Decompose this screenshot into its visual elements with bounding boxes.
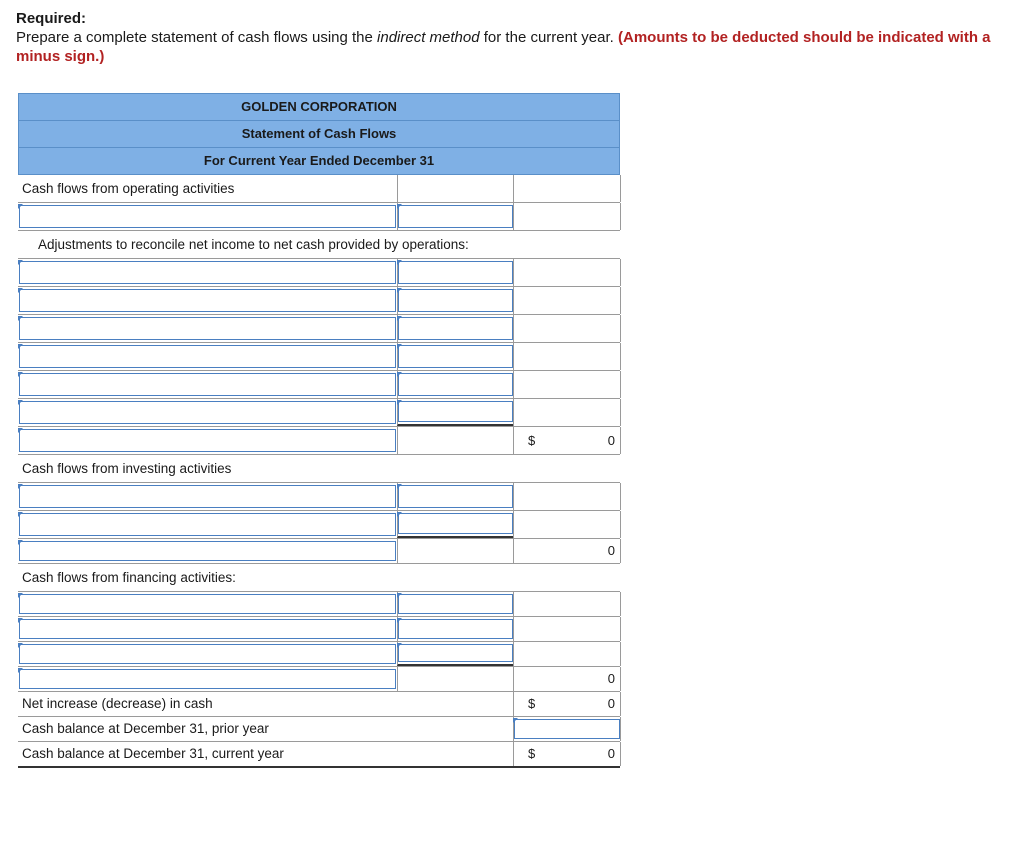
instructions-title: Required:: [16, 10, 87, 27]
statement-period-text: For Current Year Ended December 31: [203, 153, 435, 168]
cell: [513, 539, 621, 563]
adjustment-amount-input[interactable]: [398, 317, 513, 340]
financing-desc-input[interactable]: [19, 644, 396, 664]
cell: [397, 315, 513, 342]
investing-row: [18, 511, 620, 539]
operating-total-desc-input[interactable]: [19, 429, 396, 452]
currency-symbol: $: [528, 746, 536, 761]
current-balance-row: [18, 742, 620, 768]
cell: [513, 259, 621, 286]
financing-row: [18, 592, 620, 617]
current-balance-label: Cash balance at December 31, current year: [22, 746, 284, 761]
operating-total-row: [18, 427, 620, 455]
cell: [513, 717, 621, 741]
cell: [397, 175, 513, 202]
adjustment-row: [18, 343, 620, 371]
cell: [513, 592, 621, 616]
net-change-label: Net increase (decrease) in cash: [22, 696, 213, 711]
cell: [513, 315, 621, 342]
instructions-emphasis: indirect method: [377, 29, 480, 46]
cell: [513, 427, 621, 454]
cell: [397, 592, 513, 616]
prior-balance-input[interactable]: [514, 719, 620, 739]
operating-amount-input[interactable]: [398, 205, 513, 228]
cell: [397, 617, 513, 641]
investing-label: Cash flows from investing activities: [22, 461, 232, 476]
cell: [513, 287, 621, 314]
adjustment-row: [18, 259, 620, 287]
adjustment-row: [18, 315, 620, 343]
cell: [397, 483, 513, 510]
cell: [397, 511, 513, 538]
cell: [513, 175, 621, 202]
financing-label: Cash flows from financing activities:: [22, 570, 236, 585]
operating-total-value: 0: [607, 433, 615, 448]
adjustments-label: Adjustments to reconcile net income to net cash provided by operations:: [38, 237, 469, 252]
cell: [397, 427, 513, 454]
investing-total-desc-input[interactable]: [19, 541, 396, 561]
adjustment-row: [18, 399, 620, 427]
instructions-warning: (Amounts to be deducted should be indicated with a minus sign.): [16, 29, 991, 65]
prior-balance-row: [18, 717, 620, 742]
cell: [513, 667, 621, 691]
investing-amount-input[interactable]: [398, 485, 513, 508]
financing-desc-input[interactable]: [19, 594, 396, 614]
investing-total-row: [18, 539, 620, 564]
adjustment-amount-input[interactable]: [398, 401, 513, 422]
statement-period: [18, 147, 620, 175]
current-balance-value: 0: [607, 746, 615, 761]
instructions-text-part: Prepare a complete statement of cash flows using the: [16, 29, 378, 46]
investing-header-row: [18, 455, 620, 483]
adjustment-row: [18, 287, 620, 315]
instructions-text-part-2: for the current year.: [479, 29, 618, 46]
statement-name: [18, 120, 620, 147]
financing-total-desc-input[interactable]: [19, 669, 396, 689]
company-name: [18, 93, 620, 120]
adjustment-desc-input[interactable]: [19, 261, 396, 284]
cell: [513, 203, 621, 230]
net-income-row: [18, 203, 620, 231]
cell: [397, 343, 513, 370]
cell: [397, 287, 513, 314]
investing-desc-input[interactable]: [19, 513, 396, 536]
adjustment-amount-input[interactable]: [398, 261, 513, 284]
cell: [397, 371, 513, 398]
company-name-text: GOLDEN CORPORATION: [241, 99, 397, 114]
instructions: [16, 9, 1006, 66]
financing-row: [18, 642, 620, 667]
financing-amount-input[interactable]: [398, 619, 513, 639]
adjustment-desc-input[interactable]: [19, 289, 396, 312]
investing-desc-input[interactable]: [19, 485, 396, 508]
adjustment-desc-input[interactable]: [19, 373, 396, 396]
cell: [397, 667, 513, 691]
adjustment-row: [18, 371, 620, 399]
financing-desc-input[interactable]: [19, 619, 396, 639]
operating-desc-input[interactable]: [19, 205, 396, 228]
financing-total-row: [18, 667, 620, 692]
instructions-text: [16, 28, 1006, 66]
net-change-row: [18, 692, 620, 717]
operating-label: Cash flows from operating activities: [22, 181, 235, 196]
investing-total-value: 0: [607, 543, 615, 558]
cell: [513, 343, 621, 370]
cell: [513, 511, 621, 538]
investing-row: [18, 483, 620, 511]
prior-balance-label: Cash balance at December 31, prior year: [22, 721, 269, 736]
cash-flow-statement: [18, 93, 620, 768]
financing-amount-input[interactable]: [398, 594, 513, 614]
cell: [397, 642, 513, 666]
cell: [397, 259, 513, 286]
currency-symbol: $: [528, 433, 536, 448]
financing-total-value: 0: [607, 671, 615, 686]
adjustment-amount-input[interactable]: [398, 373, 513, 396]
adjustment-amount-input[interactable]: [398, 345, 513, 368]
financing-row: [18, 617, 620, 642]
cell: [513, 617, 621, 641]
adjustment-amount-input[interactable]: [398, 289, 513, 312]
adjustment-desc-input[interactable]: [19, 345, 396, 368]
operating-header-row: [18, 175, 620, 203]
adjustment-desc-input[interactable]: [19, 317, 396, 340]
cell: [513, 399, 621, 426]
cell: [513, 642, 621, 666]
adjustments-row: [18, 231, 620, 259]
cell: [513, 483, 621, 510]
cell: [397, 203, 513, 230]
cell: [397, 399, 513, 426]
adjustment-desc-input[interactable]: [19, 401, 396, 424]
financing-amount-input[interactable]: [398, 644, 513, 662]
currency-symbol: $: [528, 696, 536, 711]
cell: [513, 692, 621, 716]
cell: [513, 371, 621, 398]
cell: [397, 539, 513, 563]
financing-header-row: [18, 564, 620, 592]
net-change-value: 0: [607, 696, 615, 711]
investing-amount-input[interactable]: [398, 513, 513, 534]
statement-name-text: Statement of Cash Flows: [241, 126, 397, 141]
cell: [513, 742, 621, 766]
